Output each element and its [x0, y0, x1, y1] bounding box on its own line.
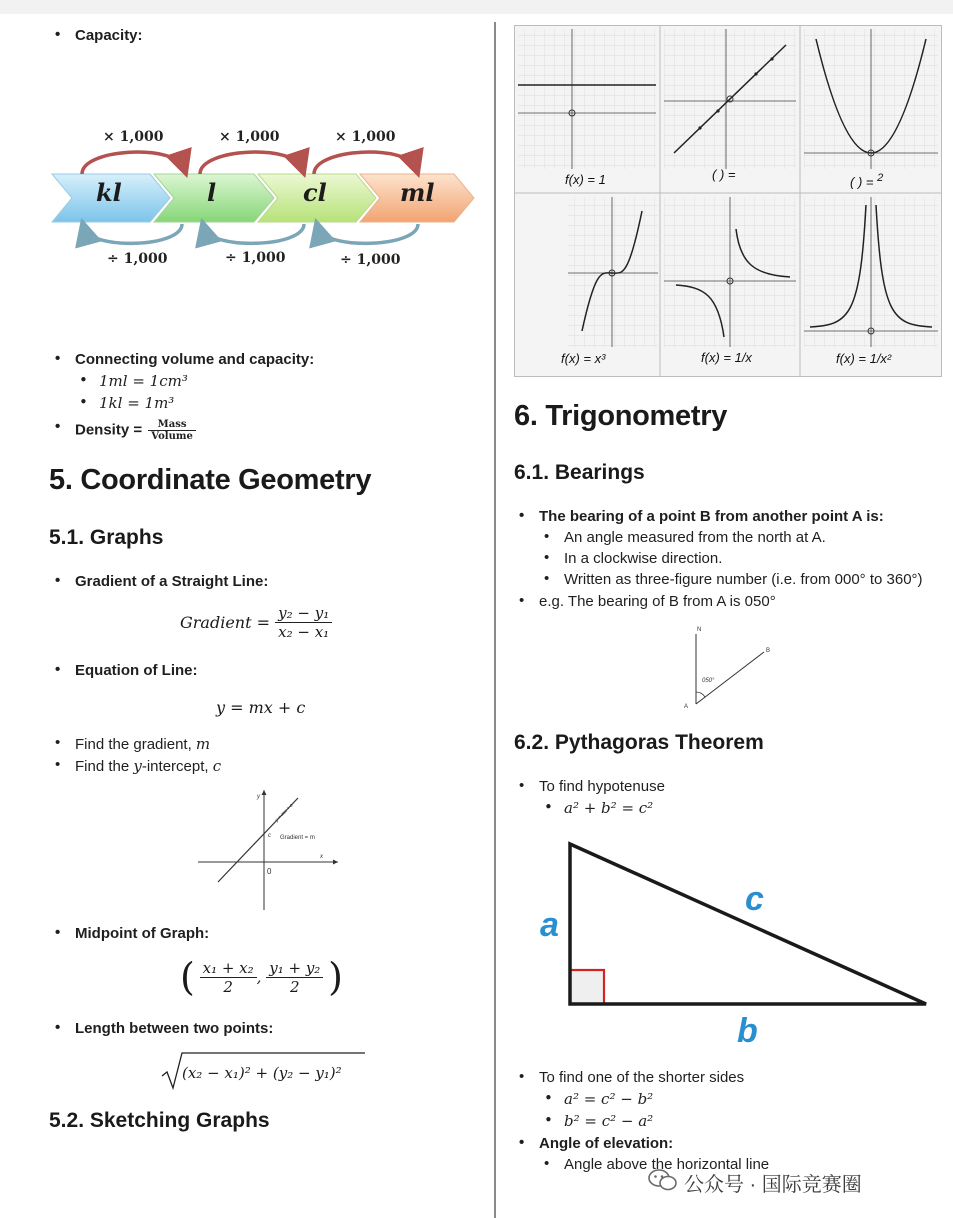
multiply-arrow	[82, 152, 184, 174]
density-denominator: Volume	[151, 431, 193, 442]
section-6-title: 6. Trigonometry	[514, 400, 728, 432]
x-axis-arrow	[333, 860, 338, 865]
find-intercept-var: y	[133, 757, 142, 775]
gradient-fraction	[275, 604, 332, 641]
graph-reciprocal	[664, 197, 796, 347]
find-intercept-rest: -intercept,	[141, 758, 209, 775]
point-b-label: B	[766, 648, 771, 654]
graph-cubic	[568, 197, 658, 347]
midpoint-formula	[180, 955, 343, 999]
multiply-arrow	[314, 152, 416, 174]
midpoint-fraction-y	[266, 959, 323, 996]
graph-caption: f(x) = x³	[561, 351, 606, 366]
divide-label: ÷ 1,000	[225, 250, 286, 266]
gradient-denominator: x₂ − x₁	[278, 623, 330, 641]
function-graphs-panel	[514, 25, 942, 377]
graph-quadratic	[804, 29, 938, 169]
line-graph	[198, 786, 343, 912]
pythagoras-triangle	[560, 836, 932, 1008]
graph-line-label: y = mx + c	[274, 802, 295, 824]
north-label: N	[697, 627, 702, 633]
elevation-label: • Angle of elevation:	[539, 1135, 673, 1152]
divide-arrow	[84, 224, 182, 243]
equation-label: • Equation of Line:	[75, 662, 197, 679]
bearing-item: • In a clockwise direction.	[564, 550, 722, 567]
column-divider	[494, 22, 496, 1218]
length-label: • Length between two points:	[75, 1020, 273, 1037]
gradient-numerator: y₂ − y₁	[275, 604, 332, 623]
angle-label: 050°	[702, 678, 715, 684]
bearing-item: • An angle measured from the north at A.	[564, 529, 826, 546]
midpoint-fraction-x	[200, 959, 257, 996]
bearing-item: • Written as three-figure number (i.e. from 000° to 360°)	[564, 571, 923, 588]
divide-label: ÷ 1,000	[107, 251, 168, 267]
capacity-label: • Capacity:	[75, 27, 143, 44]
graph-reciprocal-squared	[804, 197, 938, 347]
connecting-label: • Connecting volume and capacity:	[75, 351, 314, 368]
hypotenuse-formula: • a² + b² = c²	[564, 799, 653, 817]
graph-caption: f(x) = 1	[565, 172, 606, 187]
multiply-label: × 1,000	[335, 129, 396, 145]
point-a-label: A	[684, 704, 689, 710]
find-intercept-text: Find the	[75, 758, 130, 775]
graph-caption: f(x) = 1/x²	[836, 351, 892, 366]
connect-item: • 1ml = 1cm³	[99, 372, 188, 390]
unit-kl: kl	[96, 178, 122, 207]
find-intercept	[75, 757, 221, 775]
find-intercept-var2: c	[212, 757, 222, 775]
shorter-formula: • b² = c² − a²	[564, 1112, 653, 1130]
wechat-icon	[648, 1168, 678, 1192]
angle-arc	[696, 692, 705, 697]
shorter-label: • To find one of the shorter sides	[539, 1069, 744, 1086]
unit-cl: cl	[303, 178, 327, 207]
graph-caption	[850, 172, 883, 189]
watermark-text: 公众号 · 国际竞赛圈	[684, 1174, 862, 1196]
bearing-example: • e.g. The bearing of B from A is 050°	[539, 593, 776, 610]
graph-caption-text: ( ) =	[850, 174, 874, 190]
divide-arrow	[318, 224, 418, 243]
graph-caption: f(x) = 1/x	[701, 350, 752, 365]
side-a-label: a	[540, 906, 559, 944]
gradient-label: • Gradient of a Straight Line:	[75, 573, 268, 590]
bearing-intro: • The bearing of a point B from another point A is:	[539, 508, 884, 525]
graph-linear	[664, 29, 796, 169]
paren-left: (	[180, 955, 195, 999]
multiply-label: × 1,000	[103, 129, 164, 145]
section-6-1-title: 6.1. Bearings	[514, 461, 645, 484]
hypotenuse-label: • To find hypotenuse	[539, 778, 665, 795]
find-gradient-var: m	[195, 735, 211, 753]
midpoint-num-x: x₁ + x₂	[200, 959, 257, 978]
graph-c-label: c	[268, 833, 271, 839]
density-formula	[75, 419, 196, 442]
elevation-item: • Angle above the horizontal line	[564, 1156, 769, 1173]
section-5-title: 5. Coordinate Geometry	[49, 464, 372, 496]
density-fraction	[148, 419, 196, 442]
paren-right: )	[328, 955, 343, 999]
bearing-diagram	[680, 622, 780, 714]
midpoint-label: • Midpoint of Graph:	[75, 925, 209, 942]
find-gradient	[75, 735, 210, 753]
graph-gradient-label: Gradient = m	[280, 835, 315, 841]
side-c-label: c	[745, 880, 764, 918]
graph-y-label: y	[257, 794, 260, 800]
equation-formula: y = mx + c	[216, 698, 306, 717]
multiply-arrow	[200, 152, 302, 174]
y-axis-arrow	[262, 790, 267, 795]
side-b-label: b	[737, 1012, 758, 1050]
graph-constant	[518, 29, 656, 169]
triangle-outline	[570, 844, 926, 1004]
gradient-lhs: Gradient =	[180, 613, 271, 632]
comma: ,	[256, 968, 262, 986]
section-5-2-title: 5.2. Sketching Graphs	[49, 1109, 270, 1132]
divide-label: ÷ 1,000	[340, 252, 401, 268]
graph-caption-superscript: 2	[877, 172, 884, 184]
unit-ml: ml	[400, 178, 435, 207]
midpoint-den-x: 2	[223, 977, 233, 996]
section-6-2-title: 6.2. Pythagoras Theorem	[514, 731, 764, 754]
connect-item: • 1kl = 1m³	[99, 394, 174, 412]
graph-x-label: x	[320, 854, 323, 860]
graph-caption: ( ) =	[712, 167, 736, 182]
section-5-1-title: 5.1. Graphs	[49, 526, 164, 549]
midpoint-den-y: 2	[290, 977, 300, 996]
midpoint-num-y: y₁ + y₂	[266, 959, 323, 978]
right-angle-marker	[570, 970, 604, 1004]
top-strip	[0, 0, 953, 14]
length-formula: (x₂ − x₁)² + (y₂ − y₁)²	[182, 1064, 342, 1082]
density-numerator: Mass	[148, 419, 196, 431]
gradient-formula	[180, 604, 332, 641]
multiply-label: × 1,000	[219, 129, 280, 145]
divide-arrow	[204, 224, 304, 243]
shorter-formula: • a² = c² − b²	[564, 1090, 653, 1108]
graph-origin: 0	[267, 867, 272, 876]
density-label: Density =	[75, 421, 143, 439]
unit-l: l	[207, 178, 217, 207]
find-gradient-text: Find the gradient,	[75, 736, 192, 753]
